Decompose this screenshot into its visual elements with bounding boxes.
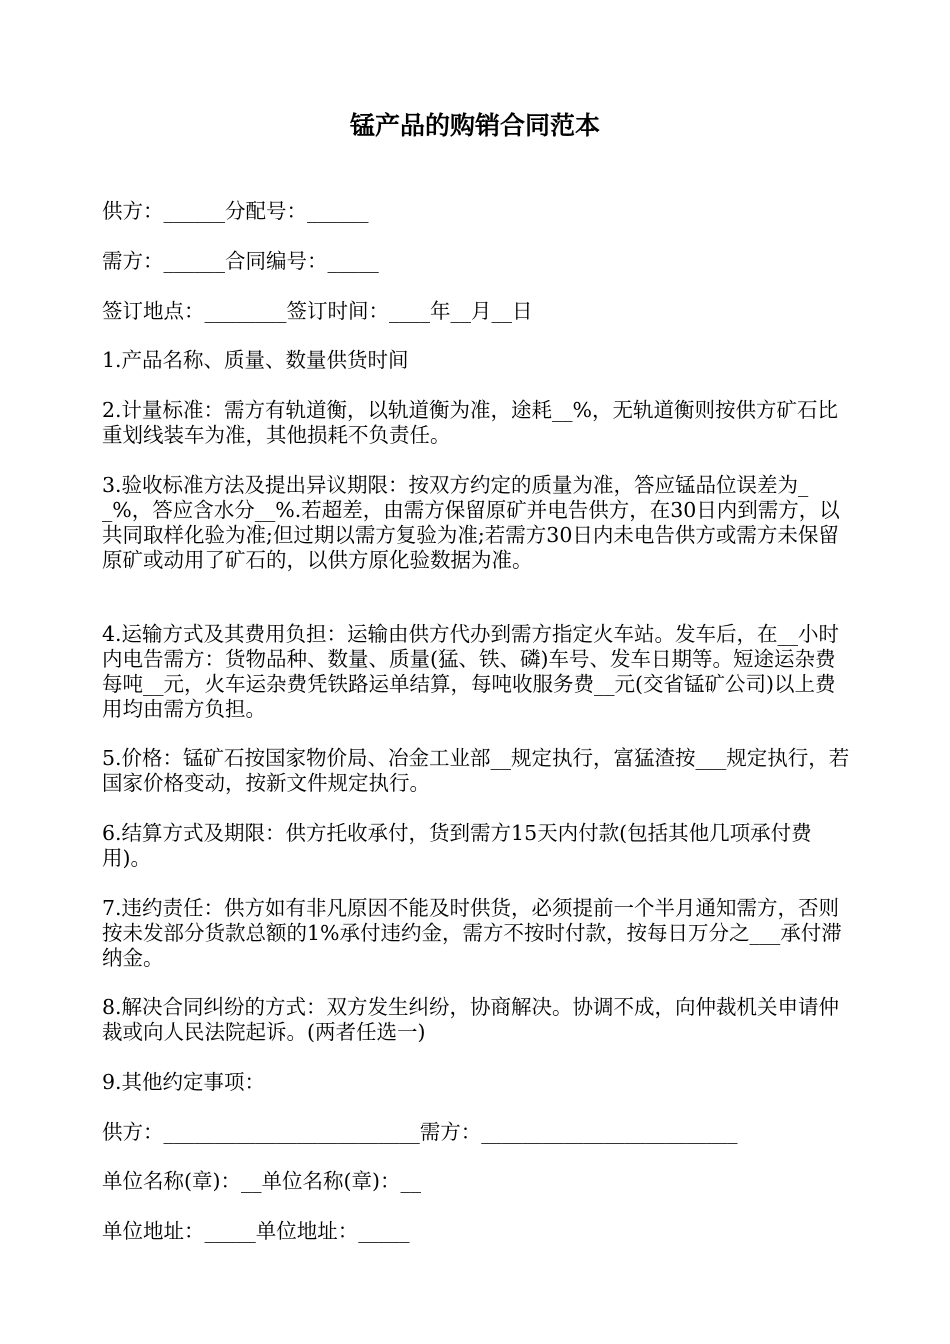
clause-6: 6.结算方式及期限：供方托收承付，货到需方15天内付款(包括其他几项承付费用)。	[102, 821, 812, 870]
clause-4: 4.运输方式及其费用负担：运输由供方代办到需方指定火车站。发车后，在__小时内电告需方：货物品种、数量、质量(猛、铁、磷)车号、发车日期等。短途运杂费每吨__元，火车运杂费凭铁路运单结算，每吨收服务费__元(交省锰矿公司)以上费用均由需方负担。	[102, 622, 840, 721]
signature-unit-name-line: 单位名称(章)：__单位名称(章)：__	[102, 1169, 421, 1193]
clause-5: 5.价格：锰矿石按国家物价局、冶金工业部__规定执行，富猛渣按___规定执行，若国家价格变动，按新文件规定执行。	[102, 746, 850, 795]
clause-2: 2.计量标准：需方有轨道衡，以轨道衡为准，途耗__%，无轨道衡则按供方矿石比重划线装车为准，其他损耗不负责任。	[102, 398, 839, 447]
signing-line: 签订地点：________签订时间：____年__月__日	[102, 299, 533, 323]
clause-1: 1.产品名称、质量、数量供货时间	[102, 348, 409, 372]
signature-unit-address-line: 单位地址：_____单位地址：_____	[102, 1219, 410, 1243]
clause-3: 3.验收标准方法及提出异议期限：按双方约定的质量为准，答应锰品位误差为__%，答应含水分__%.若超差，由需方保留原矿并电告供方，在30日内到需方，以共同取样化验为准;但过期以需方复验为准;若需方30日内未电告供方或需方未保留原矿或动用了矿石的，以供方原化验数据为准。	[102, 473, 840, 572]
clause-7: 7.违约责任：供方如有非凡原因不能及时供货，必须提前一个半月通知需方，否则按未发部分货款总额的1%承付违约金，需方不按时付款，按每日万分之___承付滞纳金。	[102, 896, 842, 970]
clause-9: 9.其他约定事项：	[102, 1070, 266, 1094]
supplier-line: 供方：______分配号：______	[102, 199, 369, 223]
signature-parties-line: 供方：_________________________需方：_________________________	[102, 1120, 738, 1144]
document-title: 锰产品的购销合同范本	[349, 111, 600, 140]
clause-8: 8.解决合同纠纷的方式：双方发生纠纷，协商解决。协调不成，向仲裁机关申请仲裁或向人民法院起诉。(两者任选一)	[102, 995, 840, 1044]
buyer-line: 需方：______合同编号：_____	[102, 249, 379, 273]
